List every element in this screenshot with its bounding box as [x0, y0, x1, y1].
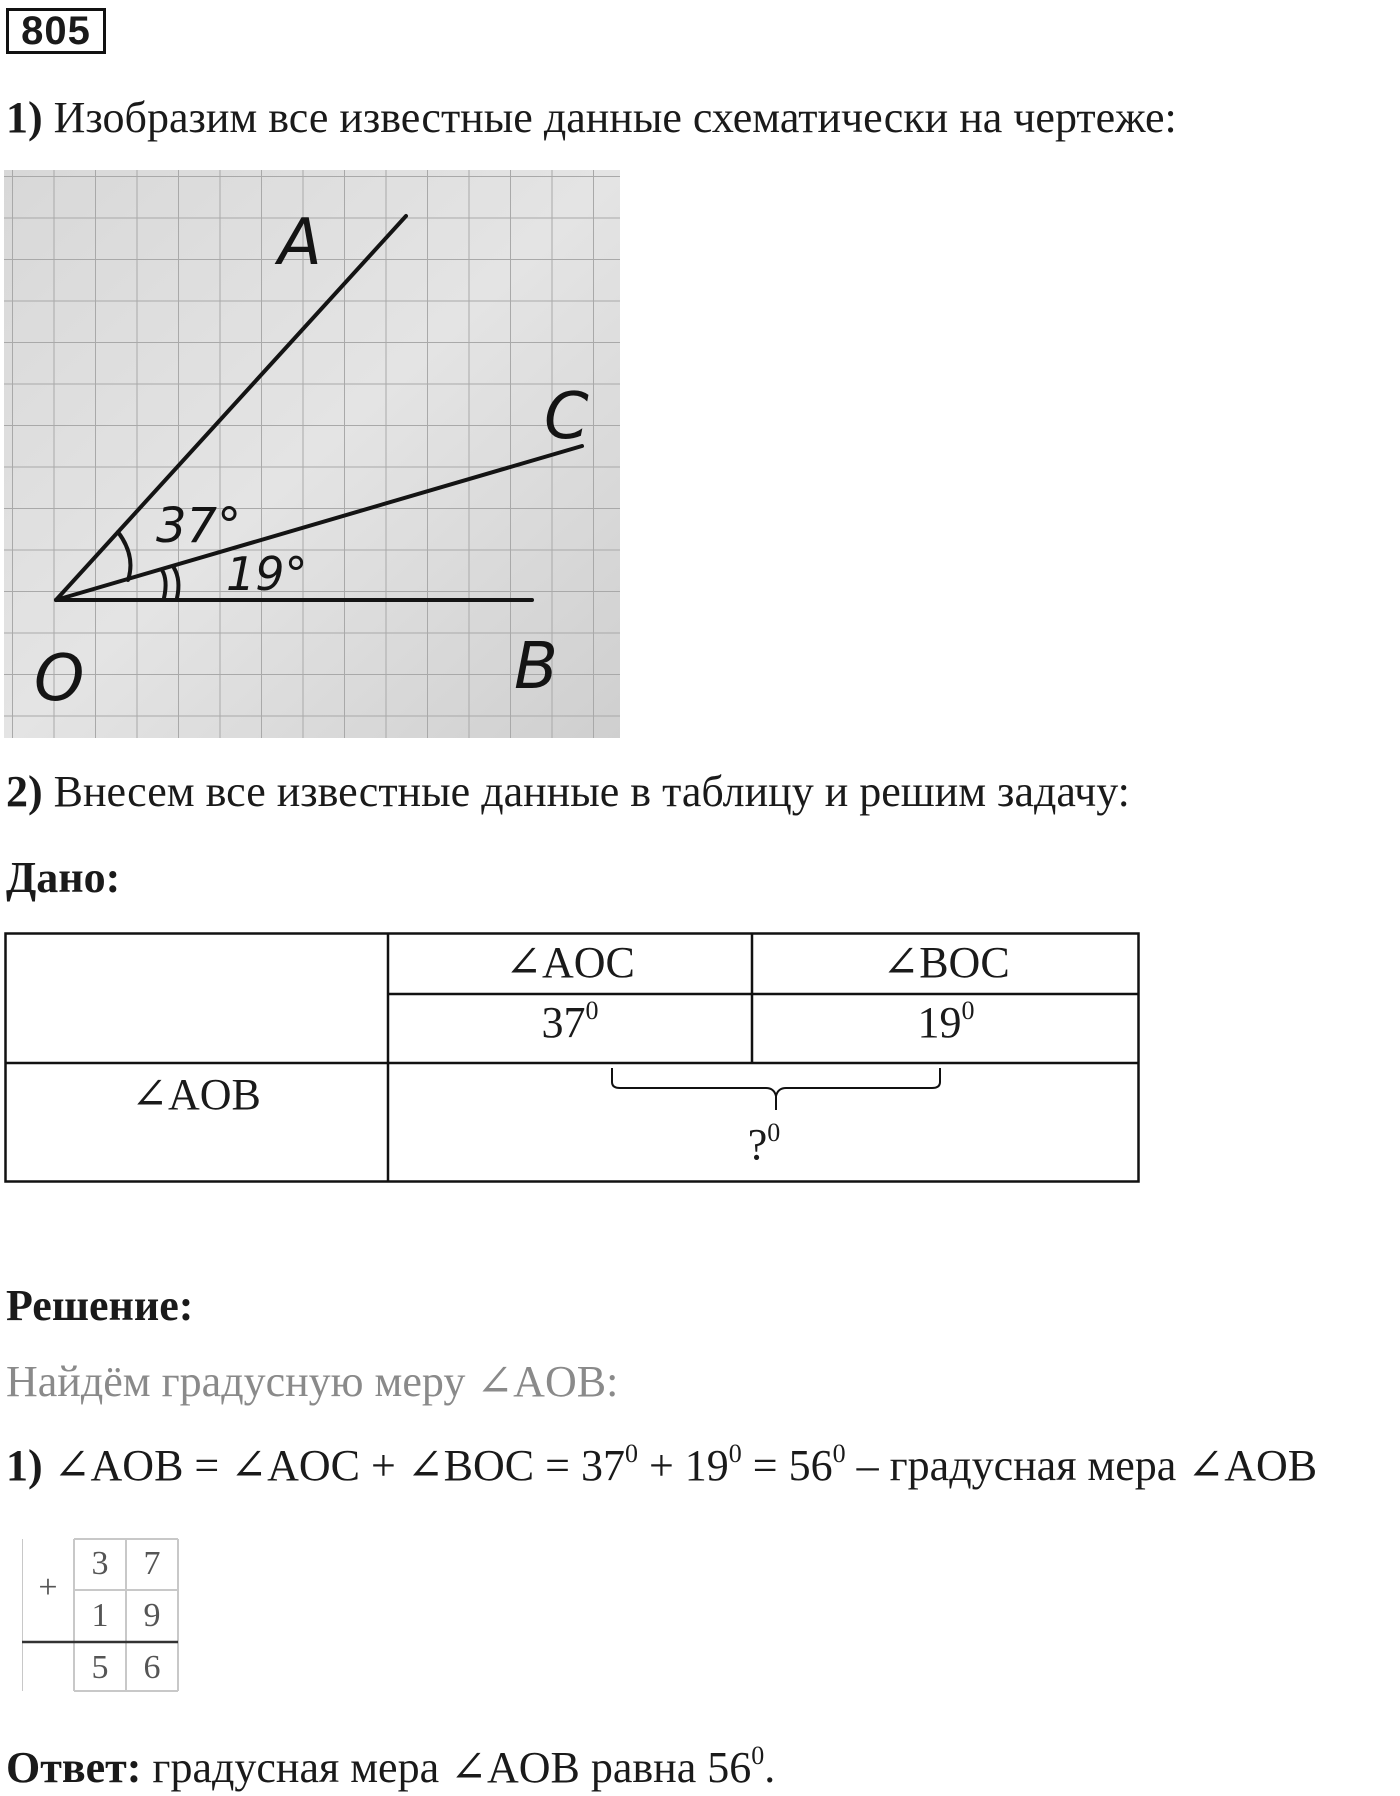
addend2-tens: 1 [91, 1597, 109, 1634]
addend1-ones: 7 [143, 1545, 161, 1582]
value-boc-number: 19 [917, 998, 962, 1047]
problem-number: 805 [6, 8, 106, 54]
value-aoc-number: 37 [541, 998, 586, 1047]
step1-number: 1) [6, 93, 43, 142]
angle-boc-label: 19° [226, 547, 308, 601]
addend1-tens: 3 [91, 1545, 109, 1582]
column-addition [22, 1538, 180, 1692]
degree-sup: 0 [832, 1439, 846, 1468]
solution-intro: Найдём градусную меру ∠AOB: [6, 1357, 619, 1406]
value-angle-aoc [388, 998, 752, 1048]
value-angle-boc [752, 998, 1140, 1048]
eq-part2: + 19 [637, 1441, 729, 1490]
solution-step-number: 1) [6, 1441, 43, 1490]
degree-sup: 0 [624, 1439, 638, 1468]
given-table [4, 932, 1140, 1183]
eq-part1: ∠AOB = ∠AOC + ∠BOC = 37 [42, 1441, 625, 1490]
degree-sup: 0 [961, 996, 975, 1025]
angle-drawing-photo [4, 170, 620, 738]
given-heading: Дано: [6, 853, 121, 902]
degree-sup: 0 [767, 1118, 781, 1147]
degree-sup: 0 [585, 996, 599, 1025]
angle-aoc-label: 37° [156, 498, 242, 554]
eq-part3: = 56 [741, 1441, 833, 1490]
answer-label: Ответ: [6, 1743, 142, 1792]
answer-line [6, 1742, 775, 1794]
step1-line [6, 92, 1177, 144]
row-label-angle-aob: ∠AOB [131, 1070, 261, 1119]
degree-sup: 0 [728, 1439, 742, 1468]
sum-ones: 6 [143, 1649, 161, 1686]
sum-tens: 5 [91, 1649, 109, 1686]
step2-number: 2) [6, 767, 43, 816]
unknown-value [388, 1120, 1140, 1170]
degree-sup: 0 [751, 1741, 765, 1770]
solution-equation [6, 1440, 1317, 1492]
label-b: B [514, 630, 558, 704]
label-c: C [544, 380, 589, 454]
answer-text: градусная мера ∠AOB равна 56 [141, 1743, 752, 1792]
label-o: O [34, 642, 85, 716]
plus-sign: + [38, 1569, 58, 1606]
step1-text: Изобразим все известные данные схематически на чертеже: [42, 93, 1177, 142]
step2-line [6, 766, 1130, 818]
step2-text: Внесем все известные данные в таблицу и решим задачу: [42, 767, 1130, 816]
addend2-ones: 9 [143, 1597, 161, 1634]
header-angle-boc: ∠BOC [882, 938, 1010, 987]
solution-heading: Решение: [6, 1281, 194, 1330]
eq-part4: – градусная мера ∠AOB [845, 1441, 1318, 1490]
unknown-mark: ? [747, 1120, 768, 1169]
answer-end: . [764, 1743, 776, 1792]
label-a: A [278, 206, 322, 280]
header-angle-aoc: ∠AOC [505, 938, 635, 987]
